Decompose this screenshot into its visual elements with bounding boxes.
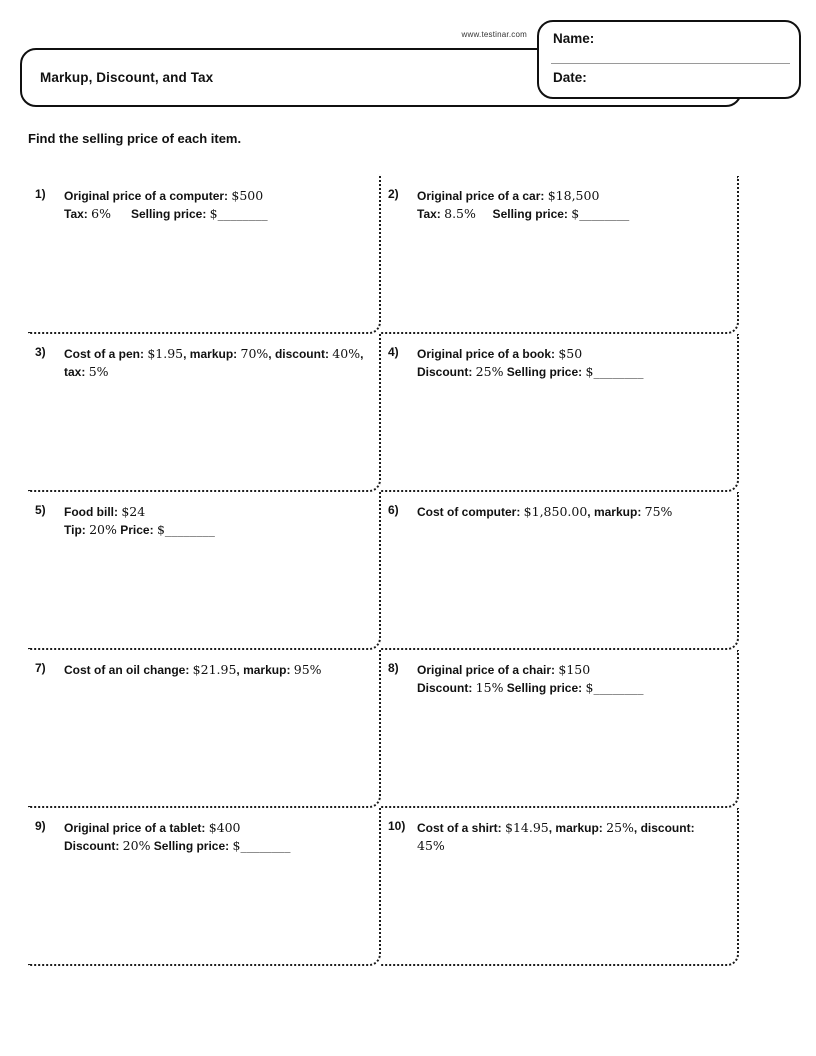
problem-line	[64, 819, 290, 837]
problem-cell-9	[28, 808, 381, 966]
problem-value-segment: $500	[231, 188, 264, 203]
problem-line	[417, 345, 643, 363]
problem-cell-1	[28, 176, 381, 334]
problem-label-segment: Original price of a book:	[417, 347, 559, 361]
problem-line	[64, 205, 268, 223]
problem-cell-7	[28, 650, 381, 808]
problem-value-segment: 20%	[89, 522, 117, 537]
problem-value-segment: 40%	[332, 346, 361, 361]
problem-line	[417, 819, 725, 854]
problem-value-segment: $________	[209, 206, 268, 221]
instruction-text: Find the selling price of each item.	[28, 131, 242, 146]
problem-number: 6)	[388, 503, 399, 517]
problem-value-segment: $________	[232, 838, 291, 853]
problem-label-segment: , discount:	[268, 347, 333, 361]
problem-line	[64, 521, 215, 539]
problem-line	[64, 837, 290, 855]
problem-cell-6	[381, 492, 739, 650]
problem-value-segment: 5%	[88, 364, 109, 379]
problem-text	[64, 819, 290, 855]
problem-value-segment: $18,500	[547, 188, 600, 203]
problem-label-segment: , tax:	[64, 347, 364, 379]
problem-value-segment: 95%	[293, 662, 322, 677]
problem-label-segment: Tip:	[64, 523, 90, 537]
problem-label-segment: , markup:	[183, 347, 241, 361]
problem-text	[417, 345, 643, 381]
problem-value-segment: $________	[585, 364, 644, 379]
problem-label-segment: Cost of an oil change:	[64, 663, 193, 677]
problem-label-segment: Price:	[116, 523, 157, 537]
problem-value-segment: $21.95	[192, 662, 237, 677]
page-title: Markup, Discount, and Tax	[40, 70, 214, 85]
problem-number: 8)	[388, 661, 399, 675]
problem-line	[64, 503, 215, 521]
problem-value-segment: 25%	[606, 820, 634, 835]
problem-label-segment: Original price of a tablet:	[64, 821, 209, 835]
problem-number: 4)	[388, 345, 399, 359]
problem-text	[64, 661, 322, 679]
problem-label-segment: Cost of a shirt:	[417, 821, 506, 835]
problem-line	[417, 661, 643, 679]
problem-value-segment: 20%	[122, 838, 151, 853]
problem-line	[417, 187, 629, 205]
problem-label-segment: , markup:	[587, 505, 645, 519]
problem-cell-3	[28, 334, 381, 492]
problem-number: 5)	[35, 503, 46, 517]
problem-line	[64, 345, 367, 381]
problem-value-segment: 75%	[644, 504, 673, 519]
problem-value-segment: $24	[121, 504, 146, 519]
name-date-box	[537, 20, 801, 99]
problem-label-segment: Selling price:	[150, 839, 233, 853]
problem-label-segment: Original price of a car:	[417, 189, 548, 203]
problem-text	[64, 345, 367, 381]
problem-cell-8	[381, 650, 739, 808]
problem-text	[417, 819, 725, 854]
problem-value-segment: $________	[156, 522, 215, 537]
problem-label-segment: , discount:	[633, 821, 695, 835]
problem-cell-4	[381, 334, 739, 492]
problem-label-segment: Discount:	[417, 365, 476, 379]
problem-value-segment: $________	[571, 206, 630, 221]
problem-number: 10)	[388, 819, 406, 833]
problem-number: 3)	[35, 345, 46, 359]
problem-text	[64, 503, 215, 539]
date-label: Date:	[553, 70, 587, 85]
name-input-line	[551, 63, 790, 64]
problem-text	[417, 503, 672, 521]
problem-line	[64, 187, 268, 205]
problem-line	[417, 205, 629, 223]
problem-value-segment: 25%	[475, 364, 504, 379]
problem-cell-5	[28, 492, 381, 650]
problem-value-segment: $150	[558, 662, 591, 677]
problem-number: 2)	[388, 187, 399, 201]
problem-line	[417, 363, 643, 381]
problem-value-segment: 15%	[475, 680, 504, 695]
problem-label-segment: Tax:	[64, 207, 92, 221]
problem-line	[64, 661, 322, 679]
problem-value-segment: 45%	[417, 838, 445, 853]
problem-number: 7)	[35, 661, 46, 675]
problem-cell-2	[381, 176, 739, 334]
problem-value-segment: $1.95	[147, 346, 184, 361]
problem-label-segment: Selling price:	[503, 365, 586, 379]
problem-cell-10	[381, 808, 739, 966]
problem-value-segment: 70%	[240, 346, 269, 361]
problem-label-segment: Discount:	[417, 681, 476, 695]
problem-label-segment: Cost of a pen:	[64, 347, 148, 361]
problem-value-segment: 6%	[91, 206, 111, 221]
problem-value-segment: $14.95	[505, 820, 549, 835]
problem-label-segment: Cost of computer:	[417, 505, 524, 519]
problem-value-segment: $400	[208, 820, 241, 835]
problem-number: 1)	[35, 187, 46, 201]
name-label: Name:	[553, 31, 595, 46]
problem-label-segment: Original price of a chair:	[417, 663, 559, 677]
problem-value-segment: $________	[585, 680, 644, 695]
problem-text	[417, 661, 643, 697]
problem-label-segment: Discount:	[64, 839, 123, 853]
problem-label-segment: Tax:	[417, 207, 445, 221]
problem-value-segment: 8.5%	[444, 206, 476, 221]
problem-line	[417, 679, 643, 697]
problem-label-segment: Food bill:	[64, 505, 122, 519]
problem-text	[417, 187, 629, 223]
problem-value-segment: $1,850.00	[523, 504, 588, 519]
problem-label-segment: Selling price:	[110, 207, 210, 221]
problem-label-segment: Selling price:	[503, 681, 586, 695]
problem-number: 9)	[35, 819, 46, 833]
problem-text	[64, 187, 268, 223]
problem-label-segment: Selling price:	[475, 207, 572, 221]
problem-label-segment: , markup:	[236, 663, 294, 677]
website-url: www.testinar.com	[461, 30, 527, 39]
problem-line	[417, 503, 672, 521]
problems-grid	[28, 176, 739, 966]
problem-label-segment: Original price of a computer:	[64, 189, 232, 203]
problem-label-segment: , markup:	[548, 821, 607, 835]
problem-value-segment: $50	[558, 346, 583, 361]
